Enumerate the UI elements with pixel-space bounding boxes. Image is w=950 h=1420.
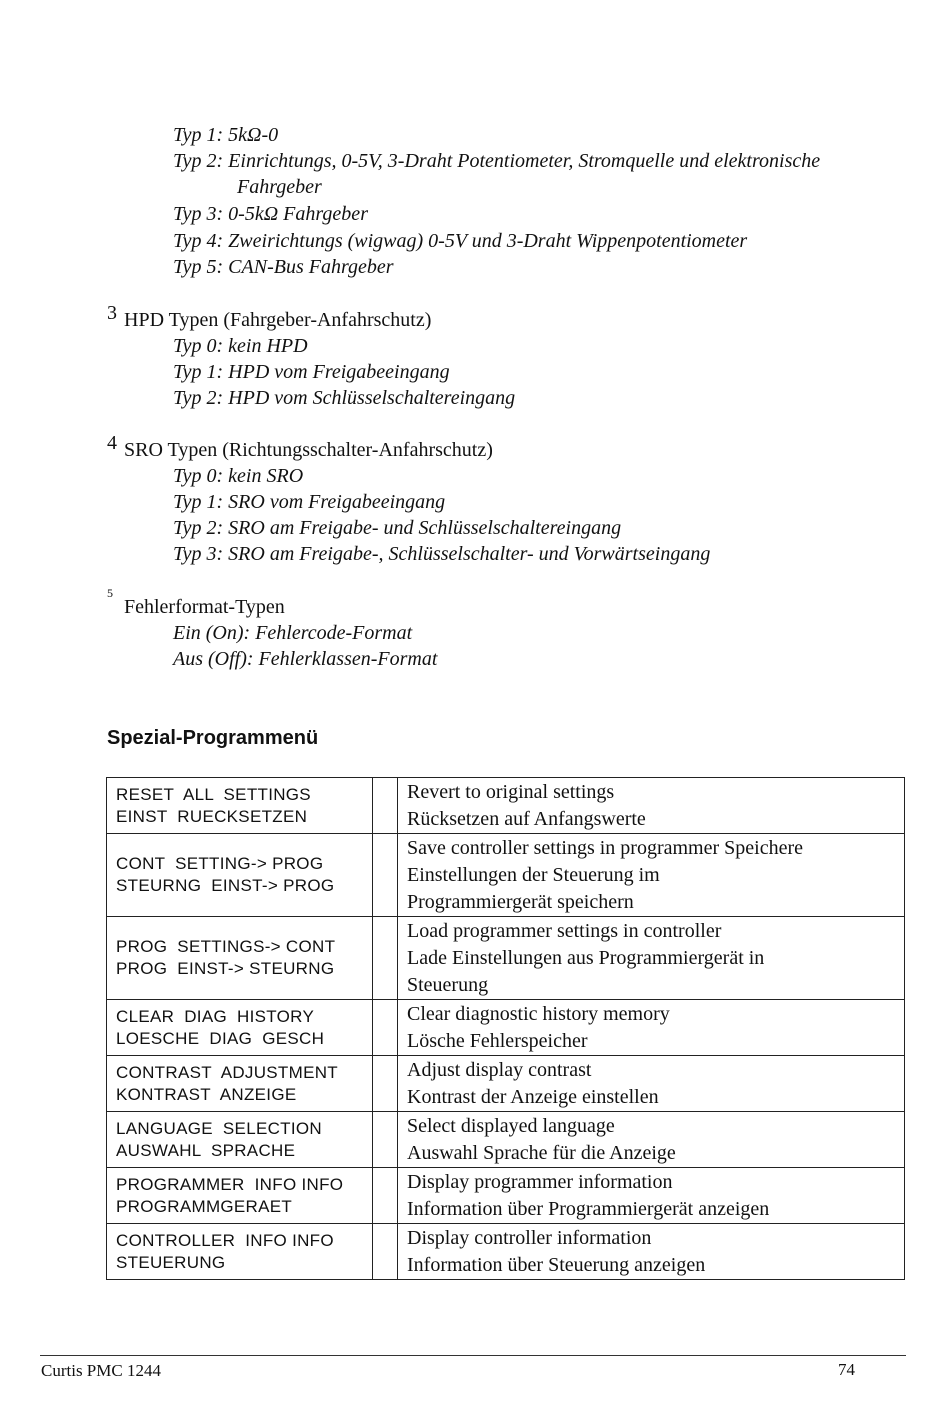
throttle-type-5: Typ 5: CAN-Bus Fahrgeber (173, 256, 394, 278)
table-row (107, 778, 905, 834)
table-row (107, 1112, 905, 1168)
fault-off: Aus (Off): Fehlerklassen-Format (173, 648, 438, 670)
spacer-cell (373, 834, 398, 917)
sro-footnote-number: 4 (107, 432, 117, 454)
fault-footnote-number: 5 (107, 586, 113, 600)
menu-item-description: Clear diagnostic history memory Lösche Fehlerspeicher (398, 1000, 905, 1056)
menu-item-label: RESET ALL SETTINGS EINST RUECKSETZEN (107, 778, 373, 834)
throttle-type-1: Typ 1: 5kΩ-0 (173, 124, 279, 146)
throttle-type-2: Typ 2: Einrichtungs, 0-5V, 3-Draht Potentiometer, Stromquelle und elektronische (173, 150, 821, 172)
throttle-type-4: Typ 4: Zweirichtungs (wigwag) 0-5V und 3-Draht Wippenpotentiometer (173, 230, 748, 252)
menu-item-label: LANGUAGE SELECTION AUSWAHL SPRACHE (107, 1112, 373, 1168)
special-menu-heading: Spezial-Programmenü (107, 727, 319, 749)
hpd-title: HPD Typen (Fahrgeber-Anfahrschutz) (124, 309, 432, 331)
table-row (107, 917, 905, 1000)
sro-type-3: Typ 3: SRO am Freigabe-, Schlüsselschalter- und Vorwärtseingang (173, 543, 711, 565)
table-row (107, 1056, 905, 1112)
menu-item-label: CONTROLLER INFO INFO STEUERUNG (107, 1224, 373, 1280)
menu-item-description: Select displayed language Auswahl Sprache für die Anzeige (398, 1112, 905, 1168)
fault-title: Fehlerformat-Typen (124, 596, 285, 618)
hpd-type-2: Typ 2: HPD vom Schlüsselschaltereingang (173, 387, 516, 409)
footer-rule (40, 1355, 906, 1356)
menu-item-label: CONTRAST ADJUSTMENT KONTRAST ANZEIGE (107, 1056, 373, 1112)
menu-item-label: CONT SETTING-> PROG STEURNG EINST-> PROG (107, 834, 373, 917)
throttle-type-3: Typ 3: 0-5kΩ Fahrgeber (173, 203, 368, 225)
table-row (107, 1224, 905, 1280)
menu-item-label: PROG SETTINGS-> CONT PROG EINST-> STEURNG (107, 917, 373, 1000)
page-number: 74 (838, 1360, 855, 1379)
throttle-type-2-continued: Fahrgeber (237, 176, 322, 198)
spacer-cell (373, 1224, 398, 1280)
sro-type-2: Typ 2: SRO am Freigabe- und Schlüsselschaltereingang (173, 517, 622, 539)
sro-type-1: Typ 1: SRO vom Freigabeeingang (173, 491, 446, 513)
menu-item-label: CLEAR DIAG HISTORY LOESCHE DIAG GESCH (107, 1000, 373, 1056)
hpd-type-1: Typ 1: HPD vom Freigabeeingang (173, 361, 450, 383)
menu-item-description: Revert to original settings Rücksetzen auf Anfangswerte (398, 778, 905, 834)
fault-on: Ein (On): Fehlercode-Format (173, 622, 413, 644)
sro-type-0: Typ 0: kein SRO (173, 465, 304, 487)
hpd-footnote-number: 3 (107, 302, 117, 324)
spacer-cell (373, 1056, 398, 1112)
sro-title: SRO Typen (Richtungsschalter-Anfahrschutz) (124, 439, 493, 461)
spacer-cell (373, 1000, 398, 1056)
hpd-type-0: Typ 0: kein HPD (173, 335, 308, 357)
menu-item-description: Load programmer settings in controller Lade Einstellungen aus Programmiergerät in Steuerung (398, 917, 905, 1000)
spacer-cell (373, 1168, 398, 1224)
menu-item-label: PROGRAMMER INFO INFO PROGRAMMGERAET (107, 1168, 373, 1224)
menu-item-description: Save controller settings in programmer Speichere Einstellungen der Steuerung im Programmiergerät speichern (398, 834, 905, 917)
menu-item-description: Display controller information Information über Steuerung anzeigen (398, 1224, 905, 1280)
spacer-cell (373, 778, 398, 834)
spacer-cell (373, 917, 398, 1000)
table-row (107, 1168, 905, 1224)
table-row (107, 834, 905, 917)
footer-document-title: Curtis PMC 1244 (41, 1361, 161, 1380)
table-row (107, 1000, 905, 1056)
special-menu-table (106, 777, 905, 1280)
menu-item-description: Adjust display contrast Kontrast der Anzeige einstellen (398, 1056, 905, 1112)
spacer-cell (373, 1112, 398, 1168)
menu-item-description: Display programmer information Information über Programmiergerät anzeigen (398, 1168, 905, 1224)
